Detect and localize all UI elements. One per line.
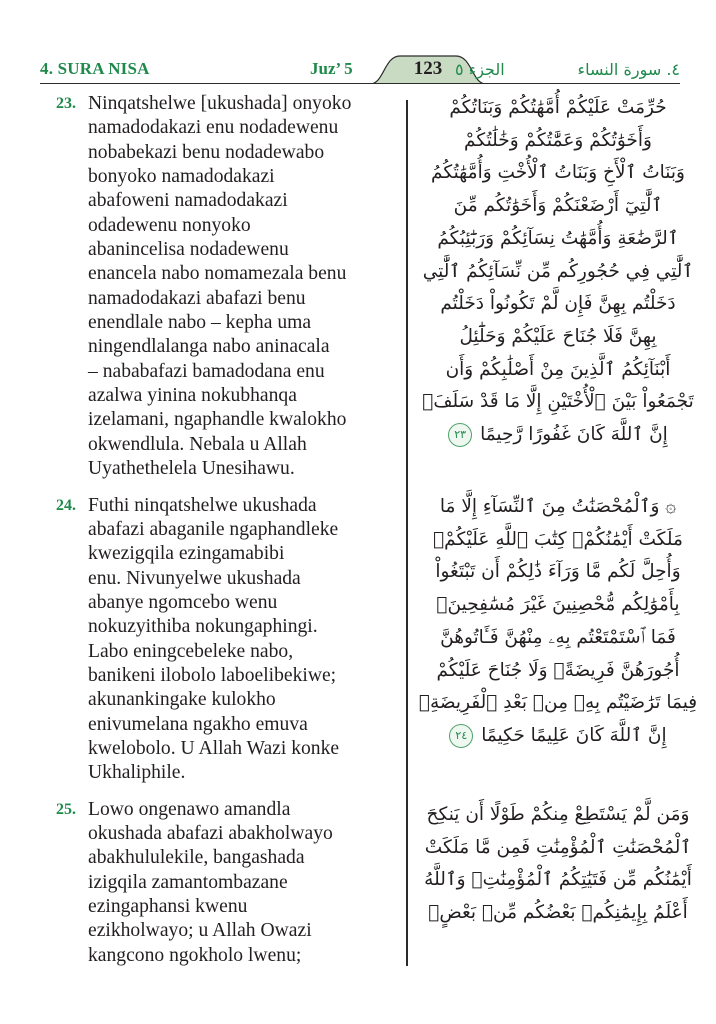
text-line: ٱلْمُحْصَنَٰتِ ٱلْمُؤْمِنَٰتِ فَمِن مَّا مَلَكَتْ	[424, 836, 692, 858]
verse-translation-25	[26, 798, 402, 968]
text-line: enancela nabo nomamezala benu	[88, 263, 347, 285]
text-line: فَمَا ٱسْتَمْتَعْتُم بِهِۦ مِنْهُنَّ فَـَٔاتُوهُنَّ	[440, 626, 676, 648]
text-line: ٱلرَّضَٰعَةِ وَأُمَّهَٰتُ نِسَآئِكُمْ وَرَبَٰٓئِبُكُمُ	[437, 227, 679, 249]
text-line: ٱلَّٰتِيٓ أَرْضَعْنَكُمْ وَأَخَوَٰتُكُم مِّنَ	[453, 195, 663, 217]
text-line: وَأَخَوَٰتُكُمْ وَعَمَّٰتُكُمْ وَخَٰلَٰتُكُمْ	[464, 129, 652, 151]
text-line: banikeni ilobolo laboelibekiwe;	[88, 664, 337, 686]
text-line: فِيمَا تَرَٰضَيْتُم بِهِۦ مِنۢ بَعْدِ ٱلْفَرِيضَةِۚ	[418, 692, 698, 714]
text-line: abafoweni namadodakazi	[88, 190, 288, 212]
text-line: abafazi abaganile ngaphandleke	[88, 518, 339, 540]
text-line: abanincelisa nodadewenu	[88, 239, 289, 261]
text-line: kwelobolo. U Allah Wazi konke	[88, 737, 340, 759]
verse-number: 23.	[56, 95, 76, 112]
text-line: وَأُحِلَّ لَكُم مَّا وَرَآءَ ذَٰلِكُمْ أَن تَبْتَغُواْ	[435, 561, 681, 583]
ayah-end-marker-icon: ٢٣	[448, 423, 472, 447]
sura-title-arabic: ٤. سورة النساء	[577, 60, 680, 79]
text-line: namadodakazi enu nodadewenu	[88, 117, 339, 139]
text-line: kwezigqila ezingamabibi	[88, 543, 285, 565]
text-line: إِنَّ ٱللَّهَ كَانَ عَلِيمًا حَكِيمًا ٢٤	[412, 720, 704, 753]
juz-label-english: Juz’ 5	[310, 59, 353, 78]
verse-translation-24	[26, 494, 402, 786]
text-line: abakhululekile, bangashada	[88, 847, 305, 869]
text-line: ٱلَّٰتِي فِي حُجُورِكُم مِّن نِّسَآئِكُمُ ٱلَّٰتِي	[422, 260, 694, 282]
page-number: 123	[413, 58, 443, 79]
ayah-end-marker-icon: ٢٤	[449, 724, 473, 748]
juz-label-arabic: الجزء ٥	[455, 60, 505, 79]
text-line: أَبْنَآئِكُمُ ٱلَّذِينَ مِنْ أَصْلَٰبِكُمْ وَأَن	[445, 358, 671, 380]
text-line: ezikholwayo; u Allah Owazi	[88, 920, 312, 942]
translation-column	[26, 92, 402, 980]
text-line: Uyathethelela Unesihawu.	[88, 458, 295, 480]
column-divider	[406, 100, 408, 966]
text-line: okwendlula. Nebala u Allah	[88, 433, 307, 455]
verse-arabic-23	[412, 92, 704, 452]
text-line: تَجْمَعُواْ بَيْنَ ٱلْأُخْتَيْنِ إِلَّا مَا قَدْ سَلَفَۗ	[422, 391, 694, 413]
text-line: akunankingake kulokho	[88, 689, 276, 711]
text-line: nobabekazi benu nodadewabo	[88, 141, 325, 163]
text-line: namadodakazi abafazi benu	[88, 287, 306, 309]
page-header	[40, 52, 680, 84]
text-line: أَعْلَمُ بِإِيمَٰنِكُمۚ بَعْضُكُم مِّنۢ بَعْضٍۚ	[428, 902, 688, 924]
text-line: بِأَمْوَٰلِكُم مُّحْصِنِينَ غَيْرَ مُسَٰفِحِينَۚ	[436, 594, 680, 616]
text-line: enivumelana ngakho emuva	[88, 713, 308, 735]
header-rule	[40, 83, 680, 85]
text-line: enendlale nabo – kepha uma	[88, 312, 312, 334]
text-line: izigqila zamantombazane	[88, 871, 288, 893]
text-line: أَيْمَٰنُكُم مِّن فَتَيَٰتِكُمُ ٱلْمُؤْمِنَٰتِۚ وَٱللَّهُ	[424, 869, 692, 891]
text-line: Ukhaliphile.	[88, 762, 186, 784]
text-line: إِنَّ ٱللَّهَ كَانَ غَفُورًا رَّحِيمًا ٢٣	[412, 419, 704, 452]
text-line: Lowo ongenawo amandla	[88, 798, 291, 820]
verse-text	[88, 798, 402, 968]
text-line: وَمَن لَّمْ يَسْتَطِعْ مِنكُمْ طَوْلًا أَن يَنكِحَ	[426, 804, 690, 825]
verse-text	[88, 494, 402, 786]
verse-text	[88, 92, 402, 482]
text-line: ۞ وَٱلْمُحْصَنَٰتُ مِنَ ٱلنِّسَآءِ إِلَّا مَا	[439, 496, 677, 517]
text-line: Labo eningcebeleke nabo,	[88, 640, 294, 662]
text-line: ezingaphansi kwenu	[88, 896, 248, 917]
text-line: nokuzyithiba nokungaphingi.	[88, 616, 318, 638]
text-line: حُرِّمَتْ عَلَيْكُمْ أُمَّهَٰتُكُمْ وَبَنَاتُكُمْ	[449, 97, 667, 118]
verse-translation-23	[26, 92, 402, 482]
text-line: بِهِنَّ فَلَا جُنَاحَ عَلَيْكُمْ وَحَلَٰٓئِلُ	[459, 325, 657, 347]
text-line: وَبَنَاتُ ٱلْأَخِ وَبَنَاتُ ٱلْأُخْتِ وَأُمَّهَٰتُكُمُ	[431, 162, 685, 184]
text-line: ningendlalanga nabo aninacala	[88, 336, 330, 358]
text-line: – nababafazi bamadodana enu	[88, 360, 325, 382]
text-line: kangcono ngokholo lwenu;	[88, 944, 302, 966]
verse-arabic-25	[412, 799, 704, 930]
text-line: bonyoko namadodakazi	[88, 166, 275, 188]
verse-number: 25.	[56, 800, 76, 818]
sura-title-english: 4. SURA NISA	[40, 59, 150, 78]
text-line: odadewenu nonyoko	[88, 214, 251, 236]
text-line: Ninqatshelwe [ukushada] onyoko	[88, 93, 352, 114]
text-line: Futhi ninqatshelwe ukushada	[88, 494, 317, 516]
verse-number: 24.	[56, 496, 76, 514]
text-line: abanye ngomcebo wenu	[88, 591, 278, 613]
text-line: okushada abafazi abakholwayo	[88, 822, 333, 844]
text-line: izelamani, ngaphandle kwalokho	[88, 409, 347, 431]
text-line: دَخَلْتُم بِهِنَّ فَإِن لَّمْ تَكُونُواْ دَخَلْتُم	[440, 293, 676, 315]
text-line: أُجُورَهُنَّ فَرِيضَةًۚ وَلَا جُنَاحَ عَلَيْكُمْ	[436, 659, 680, 681]
verse-arabic-24	[412, 491, 704, 753]
text-line: مَلَكَتْ أَيْمَٰنُكُمْۖ كِتَٰبَ ٱللَّهِ عَلَيْكُمْۚ	[433, 528, 683, 550]
text-line: azalwa yinina nokubhanqa	[88, 385, 297, 407]
text-line: enu. Nivunyelwe ukushada	[88, 567, 301, 589]
